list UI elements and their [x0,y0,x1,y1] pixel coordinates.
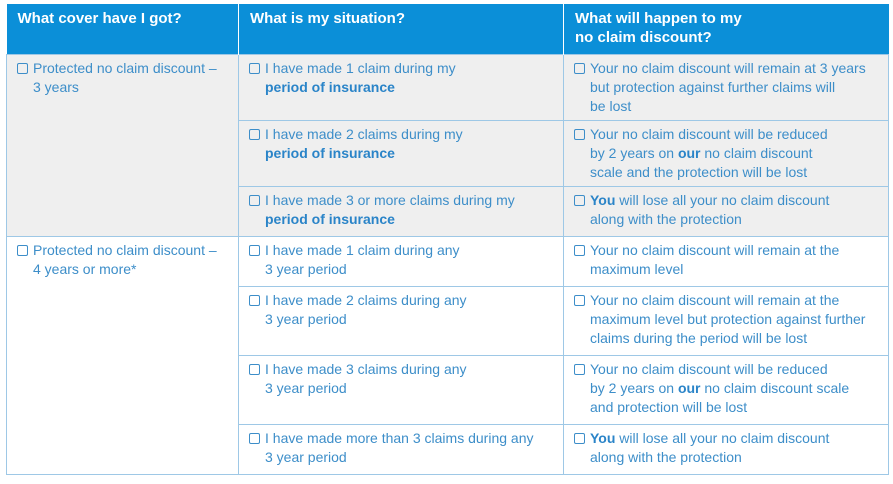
header-row [7,4,889,54]
checkbox-icon [574,63,585,74]
checkbox-icon [574,433,585,444]
outcome-cell: Your no claim discount will remain at the maximum level [564,236,889,286]
situation-cell: I have made 1 claim during any 3 year period [239,236,564,286]
checkbox-icon [249,295,260,306]
outcome-cell: Your no claim discount will be reduced by 2 years on our no claim discount scale and the protection will be lost [564,120,889,186]
outcome-cell: You will lose all your no claim discount along with the protection [564,186,889,236]
outcome-cell: You will lose all your no claim discount along with the protection [564,424,889,474]
situation-cell: I have made 3 claims during any 3 year period [239,355,564,424]
cover-cell: Protected no claim discount – 3 years [7,54,239,236]
checkbox-icon [249,195,260,206]
checkbox-icon [574,129,585,140]
checkbox-icon [249,364,260,375]
header-cover: What cover have I got? [7,4,239,54]
checkbox-icon [574,195,585,206]
cover-cell: Protected no claim discount – 4 years or more* [7,236,239,474]
checkbox-icon [249,433,260,444]
checkbox-icon [574,364,585,375]
outcome-cell: Your no claim discount will remain at 3 years but protection against further claims will be lost [564,54,889,120]
checkbox-icon [249,129,260,140]
checkbox-icon [574,245,585,256]
checkbox-icon [249,63,260,74]
header-situation: What is my situation? [239,4,564,54]
situation-cell: I have made 2 claims during my period of insurance [239,120,564,186]
outcome-cell: Your no claim discount will remain at the maximum level but protection against further claims during the period will be lost [564,286,889,355]
checkbox-icon [17,245,28,256]
situation-cell: I have made more than 3 claims during any 3 year period [239,424,564,474]
situation-cell: I have made 2 claims during any 3 year period [239,286,564,355]
outcome-cell: Your no claim discount will be reduced by 2 years on our no claim discount scale and protection will be lost [564,355,889,424]
situation-cell: I have made 1 claim during my period of insurance [239,54,564,120]
table-row [7,54,889,120]
table-row [7,236,889,286]
header-outcome: What will happen to my no claim discount? [564,4,889,54]
checkbox-icon [574,295,585,306]
situation-cell: I have made 3 or more claims during my period of insurance [239,186,564,236]
checkbox-icon [249,245,260,256]
no-claim-discount-table [6,4,889,475]
checkbox-icon [17,63,28,74]
